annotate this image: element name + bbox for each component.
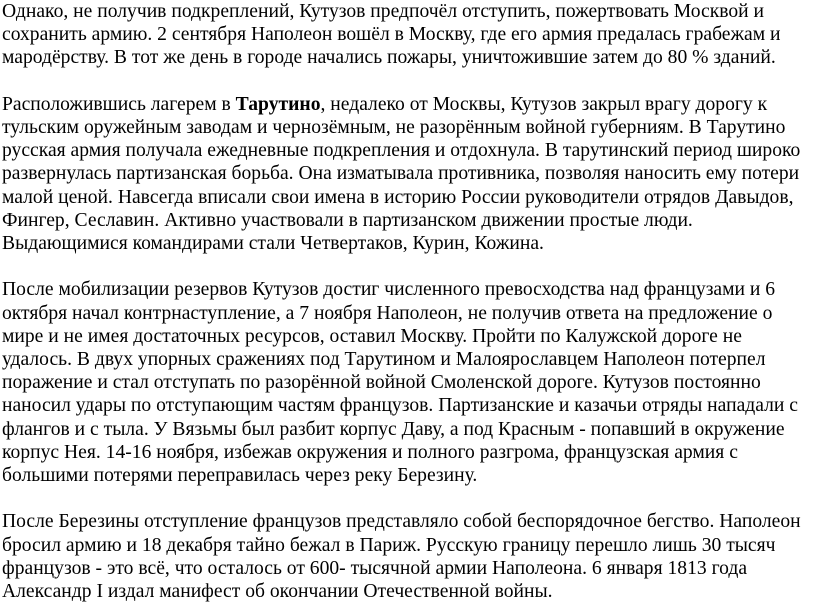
text-line: наносил удары по отступающим частям французов. Партизанские и казачьи отряды нападали с [2,395,798,417]
paragraph-retreat-from-moscow [2,0,814,70]
text-fragment: , недалеко от Москвы, Кутузов закрыл врагу дорогу к [320,93,768,115]
text-line: сохранить армию. 2 сентября Наполеон вошёл в Москву, где его армия предалась грабежам и [2,24,781,46]
text-line: Александр I издал манифест об окончании Отечественной войны. [2,581,553,603]
text-line: После Березины отступление французов представляло собой беспорядочное бегство. Наполеон [2,511,801,533]
paragraph-end-of-war [2,510,814,603]
text-line: малой ценой. Навсегда вписали свои имена в историю России руководители отрядов Давыдов, [2,186,794,208]
text-line: бросил армию и 18 декабря тайно бежал в Париж. Русскую границу перешло лишь 30 тысяч [2,534,776,556]
text-line: флангов и с тыла. У Вязьмы был разбит корпус Даву, а под Красным - попавший в окружение [2,418,785,440]
paragraph-counteroffensive [2,278,814,487]
text-line: После мобилизации резервов Кутузов достиг численного превосходства над французами и 6 [2,279,776,301]
text-line: октября начал контрнаступление, а 7 ноября Наполеон, не получив ответа на предложение о [2,302,773,324]
text-line: французов - это всё, что осталось от 600- тысячной армии Наполеона. 6 января 1813 года [2,557,748,579]
text-line: корпус Нея. 14-16 ноября, избежав окружения и полного разгрома, французская армия с [2,441,738,463]
bold-term-tarutino: Тарутино [235,93,321,115]
text-line: Фингер, Сеславин. Активно участвовали в партизанском движении простые люди. [2,209,693,231]
text-line: поражение и стал отступать по разорённой войной Смоленской дороге. Кутузов постоянно [2,372,761,394]
text-line: удалось. В двух упорных сражениях под Тарутином и Малоярославцем Наполеон потерпел [2,349,766,371]
text-line: Выдающимися командирами стали Четвертаков, Курин, Кожина. [2,233,544,255]
text-line: мире и не имея достаточных ресурсов, оставил Москву. Пройти по Калужской дороге не [2,325,742,347]
text-line [2,93,814,116]
document-body [2,0,814,603]
text-line: большими потерями переправилась через реку Березину. [2,465,478,487]
text-line: тульским оружейным заводам и чернозёмным, не разорённым войной губерниям. В Тарутино [2,117,786,138]
text-line: развернулась партизанская борьба. Она изматывала противника, позволяя наносить ему потери [2,163,800,185]
text-line: мародёрству. В тот же день в городе начались пожары, уничтожившие затем до 80 % зданий. [2,47,776,69]
text-line: русская армия получала ежедневные подкрепления и отдохнула. В тарутинский период широко [2,140,801,162]
paragraph-tarutino-camp [2,93,814,255]
text-line: Однако, не получив подкреплений, Кутузов предпочёл отступить, пожертвовать Москвой и [2,1,764,22]
text-fragment: Расположившись лагерем в [2,93,236,115]
